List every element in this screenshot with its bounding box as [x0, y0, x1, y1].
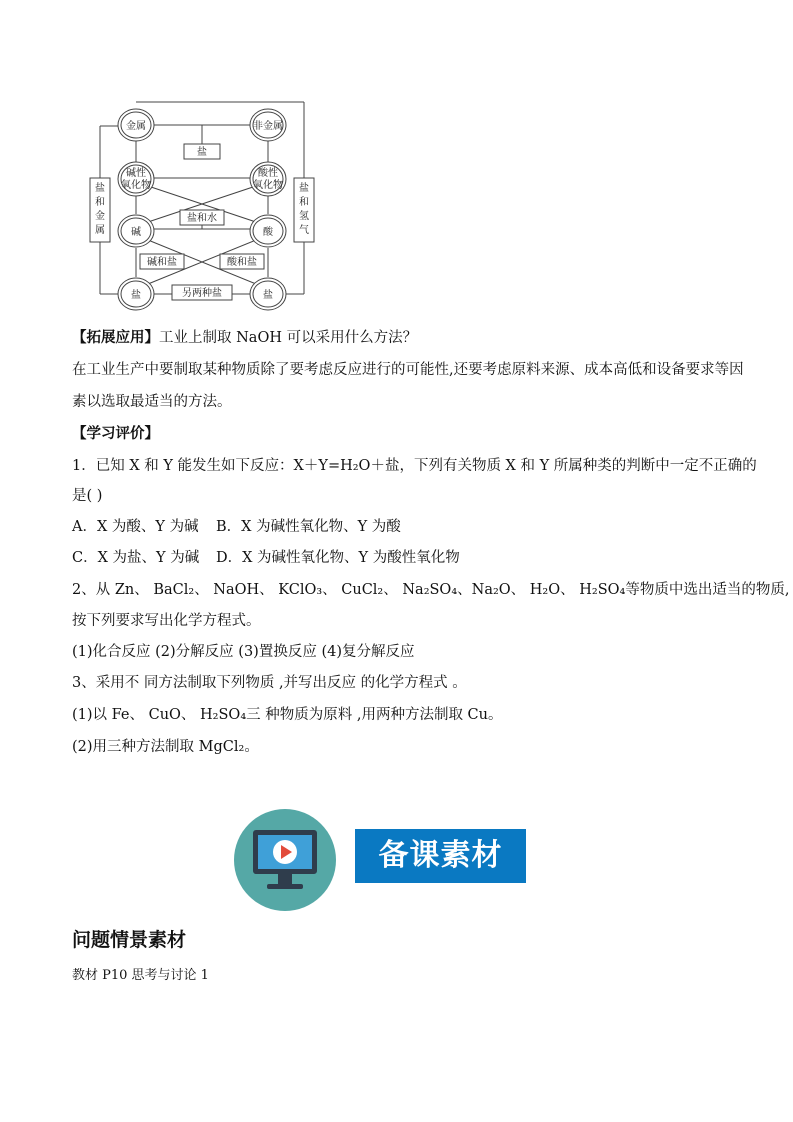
node-nonmetal: 非金属 — [253, 121, 283, 132]
extension-question-text: 工业上制取 NaOH 可以采用什么方法？ — [159, 330, 418, 346]
evaluation-title: 【学习评价】 — [72, 425, 159, 442]
question-3-line-1: 3、采用不 同方法制取下列物质 ,并写出反应 的化学方程式 。 — [72, 675, 467, 691]
paragraph-line-2: 素以选取最适当的方法。 — [72, 394, 232, 410]
node-basic-oxide-line2: 氧化物 — [121, 180, 151, 191]
node-acidic-oxide-line1: 酸性 — [258, 168, 278, 179]
question-3-item-1: (1)以 Fe、 CuO、 H₂SO₄三 种物质为原料 ,用两种方法制取 Cu。 — [72, 707, 503, 723]
node-basic-oxide-line1: 碱性 — [126, 168, 146, 179]
box-two-salts: 另两种盐 — [182, 288, 222, 299]
question-1-line-2: 是( ) — [72, 488, 103, 504]
option-b: B．X 为碱性氧化物、Y 为酸 — [216, 519, 401, 535]
paragraph-line-1: 在工业生产中要制取某种物质除了要考虑反应进行的可能性,还要考虑原料来源、成本高低和设备要求等因 — [72, 362, 744, 378]
side-left-3: 金 — [95, 211, 105, 222]
chemistry-relationship-diagram — [84, 98, 320, 316]
options-row-1 — [72, 517, 672, 537]
extension-tag: 【拓展应用】 — [72, 329, 159, 346]
video-monitor-icon — [233, 808, 337, 912]
textbook-reference: 教材 P10 思考与讨论 1 — [72, 968, 209, 983]
question-3-item-2: (2)用三种方法制取 MgCl₂。 — [72, 739, 259, 755]
lesson-material-banner — [355, 829, 526, 883]
box-salt-water: 盐和水 — [187, 213, 217, 224]
node-acidic-oxide-line2: 氧化物 — [253, 180, 283, 191]
box-salt: 盐 — [197, 147, 207, 158]
side-right-2: 和 — [299, 197, 309, 208]
node-salt-left: 盐 — [131, 290, 141, 301]
side-left-2: 和 — [95, 197, 105, 208]
side-left-1: 盐 — [95, 183, 105, 194]
question-2-line-2: 按下列要求写出化学方程式。 — [72, 613, 261, 629]
extension-question — [72, 328, 417, 348]
box-acid-salt: 酸和盐 — [227, 257, 257, 268]
banner-label: 备课素材 — [378, 838, 503, 873]
node-metal: 金属 — [126, 121, 146, 132]
option-d: D．X 为碱性氧化物、Y 为酸性氧化物 — [216, 550, 460, 566]
question-1-line-1: 1．已知 X 和 Y 能发生如下反应：X＋Y=H₂O＋盐，下列有关物质 X 和 Y 所属种类的判断中一定不正确的 — [72, 458, 757, 474]
side-right-3: 氢 — [299, 211, 309, 222]
section-title: 问题情景素材 — [72, 929, 187, 951]
side-right-4: 气 — [299, 225, 309, 236]
question-2-items: (1)化合反应 (2)分解反应 (3)置换反应 (4)复分解反应 — [72, 644, 415, 660]
node-salt-right: 盐 — [263, 290, 273, 301]
options-row-2 — [72, 548, 672, 568]
question-2-line-1: 2、从 Zn、 BaCl₂、 NaOH、 KClO₃、 CuCl₂、 Na₂SO₄、Na₂O、 H₂O、 H₂SO₄等物质中选出适当的物质, — [72, 582, 790, 598]
side-left-4: 属 — [95, 225, 105, 236]
box-base-salt: 碱和盐 — [147, 257, 177, 268]
node-base: 碱 — [131, 227, 141, 238]
side-right-1: 盐 — [299, 183, 309, 194]
option-c: C．X 为盐、Y 为碱 — [72, 550, 200, 566]
option-a: A．X 为酸、Y 为碱 — [72, 519, 199, 535]
node-acid: 酸 — [263, 227, 273, 238]
